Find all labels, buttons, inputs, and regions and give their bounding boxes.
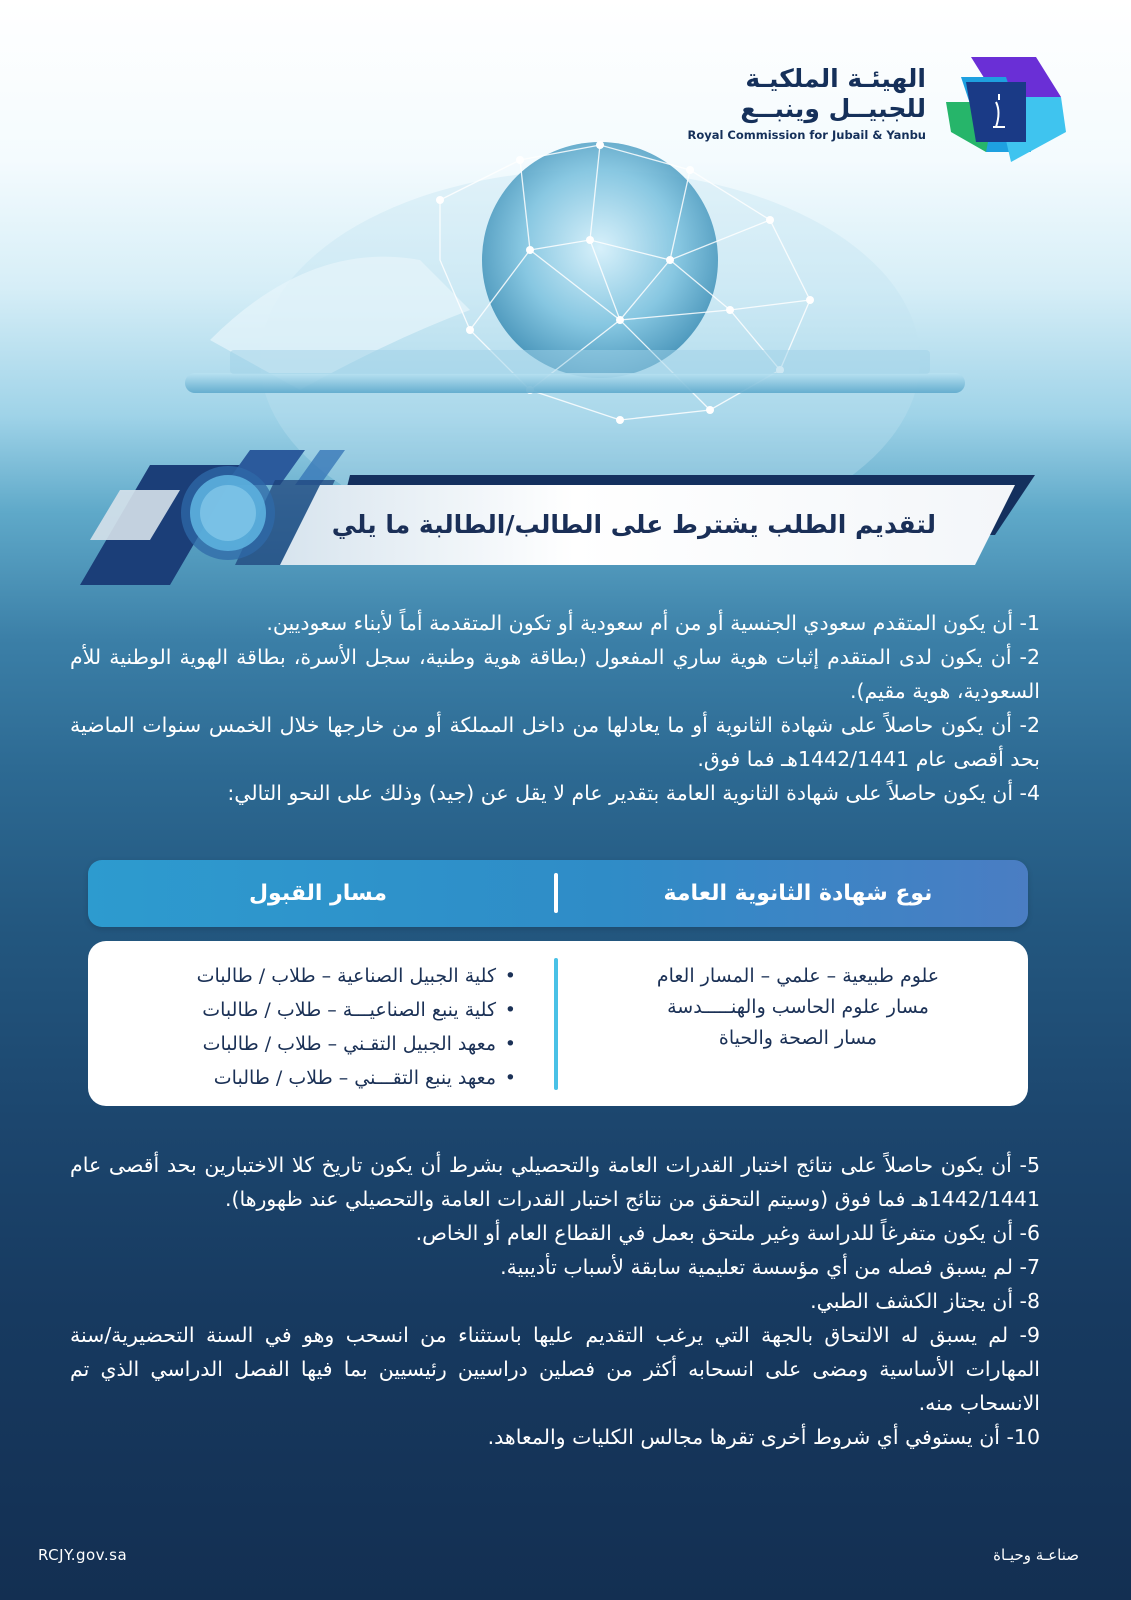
track-item: • كلية الجبيل الصناعية – طلاب / طالبات [88,959,496,993]
requirements-list-top [70,606,1040,810]
logo-arabic-line2: للجبيــل وينبــع [740,94,926,123]
header-certificate-type: نوع شهادة الثانوية العامة [663,881,933,906]
track-item: • معهد الجبيل التقـني – طلاب / طالبات [88,1027,496,1061]
requirement-item: 1- أن يكون المتقدم سعودي الجنسية أو من أم سعودية أو تكون المتقدمة أماً لأبناء سعوديين. [266,611,1040,635]
banner-title: لتقديم الطلب يشترط على الطالب/الطالبة ما يلي [331,510,936,539]
header-admission-track: مسار القبول [248,881,388,906]
requirement-item: 2- أن يكون لدى المتقدم إثبات هوية ساري المفعول (بطاقة هوية وطنية، سجل الأسرة، بطاقة الهوية الوطنية للأم السعودية، هوية مقيم). [70,645,1040,703]
track-item: • معهد ينبع التقـــني – طلاب / طالبات [88,1061,496,1095]
footer-slogan: صناعـة وحيـاة [993,1546,1079,1564]
requirement-item: 9- لم يسبق له الالتحاق بالجهة التي يرغب التقديم عليها باستثناء من انسحب وهو في السنة التحضيرية/سنة المهارات الأساسية ومضى على انسحابه أكثر من فصلين دراسيين رئيسيين بما فيها الفصل الدراسي الذي تم الانسحاب منه. [70,1323,1040,1415]
requirements-list-bottom [70,1148,1040,1454]
requirement-item: 4- أن يكون حاصلاً على شهادة الثانوية العامة بتقدير عام لا يقل عن (جيد) وذلك على النحو التالي: [227,781,1040,805]
admission-table-body [88,941,1028,1106]
requirement-item: 2- أن يكون حاصلاً على شهادة الثانوية أو ما يعادلها من داخل المملكة أو من خارجها خلال الخمس سنوات الماضية بحد أقصى عام 1442/1441هـ فما فوق. [70,713,1040,771]
hero-globe-illustration [170,110,1010,490]
body-divider [554,958,558,1090]
requirement-item: 5- أن يكون حاصلاً على نتائج اختبار القدرات العامة والتحصيلي بشرط أن يكون تاريخ كلا الاختبارين بحد أقصى عام 1442/1441هـ فما فوق (وسيتم التحقق من نتائج اختبار القدرات العامة والتحصيلي عند ظهورها). [70,1153,1040,1211]
footer-website: RCJY.gov.sa [38,1546,128,1564]
requirement-item: 6- أن يكون متفرغاً للدراسة وغير ملتحق بعمل في القطاع العام أو الخاص. [415,1221,1040,1245]
admission-table-header [88,860,1028,927]
logo-english-name: Royal Commission for Jubail & Yanbu [687,128,926,142]
certificate-type-cell [568,961,1028,1091]
track-item: • كلية ينبع الصناعيـــة – طلاب / طالبات [88,993,496,1027]
requirement-item: 8- أن يجتاز الكشف الطبي. [810,1289,1040,1313]
certificate-type-line: مسار الصحة والحياة [718,1027,878,1049]
certificate-type-line: مسار علوم الحاسب والهنـــــدسة [667,996,929,1018]
logo-emblem-icon [941,52,1071,167]
admission-track-cell [88,959,548,1095]
header-divider [554,873,558,913]
requirement-item: 10- أن يستوفي أي شروط أخرى تقرها مجالس الكليات والمعاهد. [487,1425,1040,1449]
requirement-item: 7- لم يسبق فصله من أي مؤسسة تعليمية سابقة لأسباب تأديبية. [500,1255,1040,1279]
royal-commission-logo [651,52,1071,167]
certificate-type-line: علوم طبيعية – علمي – المسار العام [656,965,940,987]
logo-arabic-line1: الهيئـة الملكيـة [745,64,926,93]
